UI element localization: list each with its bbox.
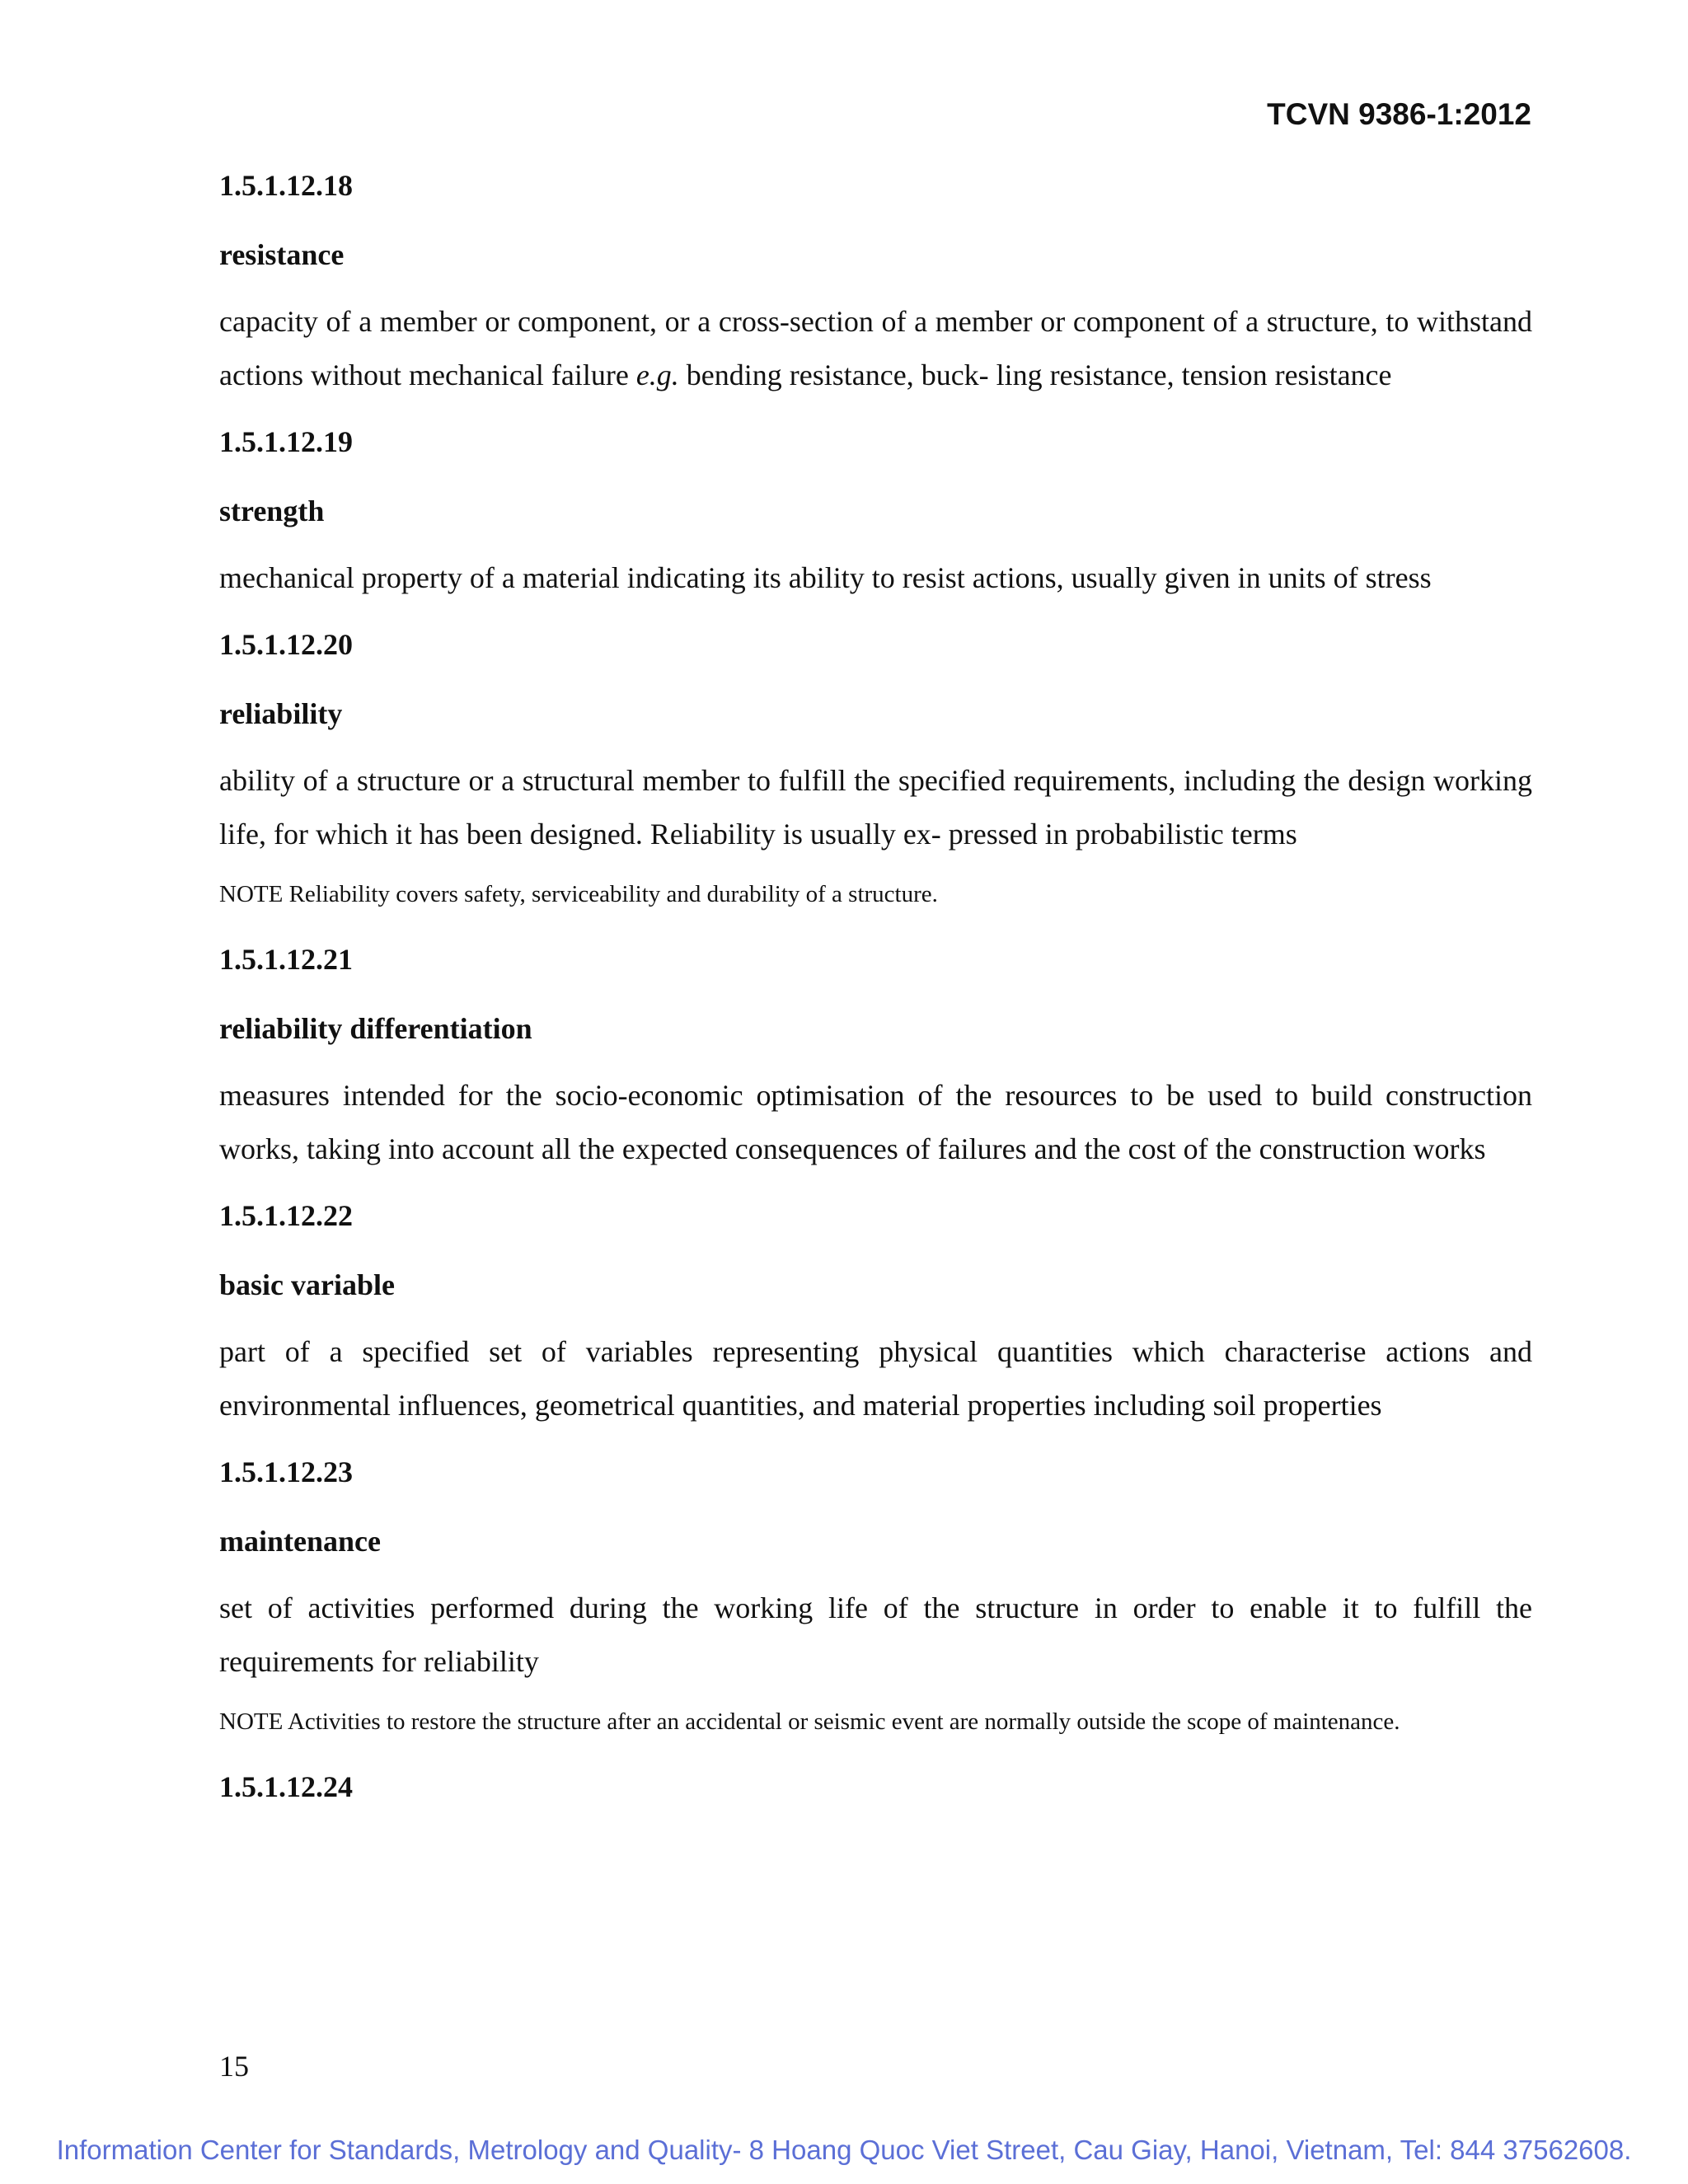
clause-number: 1.5.1.12.21 — [219, 943, 353, 976]
definition-entry — [219, 165, 1532, 402]
definition-entry — [219, 421, 1532, 605]
definition-note: NOTE Activities to restore the structure after an accidental or seismic event are normally outside the scope of maintenance. — [219, 1708, 1400, 1735]
definition-italic-text: e.g. — [635, 359, 679, 391]
clause-number: 1.5.1.12.22 — [219, 1199, 353, 1232]
definition-note: NOTE Reliability covers safety, serviceability and durability of a structure. — [219, 881, 938, 907]
term-heading: strength — [219, 494, 325, 527]
term-definition: ability of a structure or a structural member to fulfill the specified requirements, including the design working life, for which it has been designed. Reliability is usually ex- pressed in probabilistic terms — [219, 764, 1532, 851]
term-definition — [219, 295, 1532, 402]
footer-contact: Information Center for Standards, Metrology and Quality- 8 Hoang Quoc Viet Street, Cau Giay, Hanoi, Vietnam, Tel: 844 37562608. — [56, 2135, 1632, 2165]
term-definition: part of a specified set of variables representing physical quantities which characterise actions and environmental influences, geometrical quantities, and material properties including soil properties — [219, 1335, 1532, 1422]
clause-number: 1.5.1.12.23 — [219, 1455, 353, 1488]
definition-entry — [219, 1766, 1532, 1806]
term-definition: mechanical property of a material indicating its ability to resist actions, usually given in units of stress — [219, 561, 1432, 594]
clause-number: 1.5.1.12.19 — [219, 425, 353, 458]
definition-entry — [219, 1451, 1532, 1745]
definition-text: capacity of a member or component, or a cross-section of a member or component of a structure, to withstand actions without mechanical failure — [219, 305, 1532, 391]
definition-entry — [219, 624, 1532, 917]
definition-entry — [219, 1195, 1532, 1432]
term-definition: set of activities performed during the working life of the structure in order to enable it to fulfill the requirements for reliability — [219, 1591, 1532, 1678]
document-body — [219, 165, 1532, 1837]
clause-number: 1.5.1.12.18 — [219, 169, 353, 202]
term-heading: resistance — [219, 238, 345, 271]
definition-entry — [219, 939, 1532, 1176]
standard-identifier: TCVN 9386-1:2012 — [1267, 97, 1531, 131]
page-number: 15 — [219, 2050, 249, 2083]
term-heading: basic variable — [219, 1268, 395, 1301]
term-heading: reliability — [219, 697, 343, 730]
term-heading: maintenance — [219, 1525, 381, 1558]
definition-text: bending resistance, buck- ling resistance, tension resistance — [678, 359, 1392, 391]
clause-number: 1.5.1.12.24 — [219, 1770, 353, 1803]
term-definition: measures intended for the socio-economic optimisation of the resources to be used to build construction works, taking into account all the expected consequences of failures and the cost of the construction works — [219, 1079, 1532, 1165]
term-heading: reliability differentiation — [219, 1012, 532, 1045]
clause-number: 1.5.1.12.20 — [219, 628, 353, 661]
